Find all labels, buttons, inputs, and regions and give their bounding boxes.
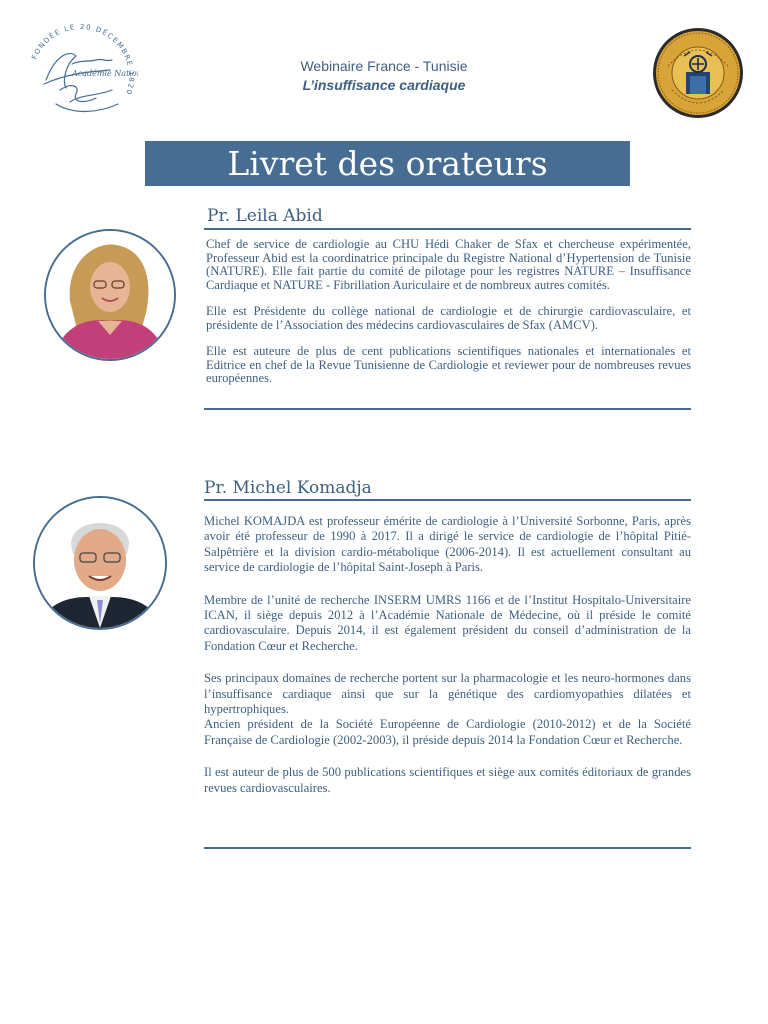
- bio-paragraph: Michel KOMAJDA est professeur émérite de cardiologie à l’Université Sorbonne, Paris, après avoir été professeur de 1990 à 2017. Il a dirigé le service de cardiologie de l’hôpital Pitié-Salpêtrière et la division cardio-métabolique (2006-2014). Il est actuellement consultant au service de cardiologie de l’hôpital Saint-Joseph à Paris.: [204, 514, 691, 575]
- webinar-subtitle: L’insuffisance cardiaque: [302, 77, 466, 93]
- divider: [204, 228, 691, 230]
- speaker-portrait-leila-abid: [44, 229, 176, 361]
- speaker-name: Pr. Leila Abid: [207, 206, 323, 226]
- bio-paragraph: Ses principaux domaines de recherche portent sur la pharmacologie et les neuro-hormones dans l’insuffisance cardiaque ainsi que sur la génétique des cardiomyopathies dilatées et hypertrophiques.: [204, 671, 691, 717]
- logo-script-text: Académie Natio: [72, 69, 137, 78]
- bio-paragraph: Membre de l’unité de recherche INSERM UMRS 1166 et de l’Institut Hospitalo-Universitaire ICAN, il siège depuis 2012 à l’Académie Nationale de Médecine, où il préside le comité cardiovasculaire. Depuis 2014, il est également président du conseil d’administration de la Fondation Cœur et Recherche.: [204, 592, 691, 653]
- speaker-bio: [204, 514, 691, 796]
- section-banner: Livret des orateurs: [145, 141, 630, 186]
- faculty-seal-logo: [650, 26, 746, 120]
- bio-paragraph: Chef de service de cardiologie au CHU Hédi Chaker de Sfax et chercheuse expérimentée, Professeur Abid est la coordinatrice principale du Registre National d’Hypertension de Tunisie (NATURE). Elle fait partie du comité de pilotage pour les registres NATURE – Insuffisance Cardiaque et NATURE - Fibrillation Auriculaire et de nombreux autres comités.: [206, 237, 691, 292]
- bio-paragraph: Il est auteur de plus de 500 publications scientifiques et siège aux comités éditoriaux de grandes revues cardiovasculaires.: [204, 765, 691, 795]
- logo-arc-text: FONDÉE LE 20 DÉCEMBRE 1820: [30, 24, 136, 97]
- bio-paragraph: Elle est auteure de plus de cent publications scientifiques nationales et internationales et Editrice en chef de la Revue Tunisienne de Cardiologie et reviewer pour de nombreuses revues européennes.: [206, 344, 691, 385]
- divider: [204, 408, 691, 410]
- bio-paragraph: Ancien président de la Société Européenne de Cardiologie (2010-2012) et de la Société Française de Cardiologie (2002-2003), il préside depuis 2014 la Fondation Cœur et Recherche.: [204, 717, 691, 747]
- divider: [204, 499, 691, 501]
- speaker-name: Pr. Michel Komadja: [204, 478, 372, 498]
- bio-paragraph: Elle est Présidente du collège national de cardiologie et de chirurgie cardiovasculaire, et présidente de l’Association des médecins cardiovasculaires de Sfax (AMCV).: [206, 304, 691, 332]
- speaker-portrait-michel-komajda: [33, 496, 167, 630]
- webinar-title: Webinaire France - Tunisie: [300, 58, 468, 74]
- divider: [204, 847, 691, 849]
- speaker-bio: [206, 238, 691, 386]
